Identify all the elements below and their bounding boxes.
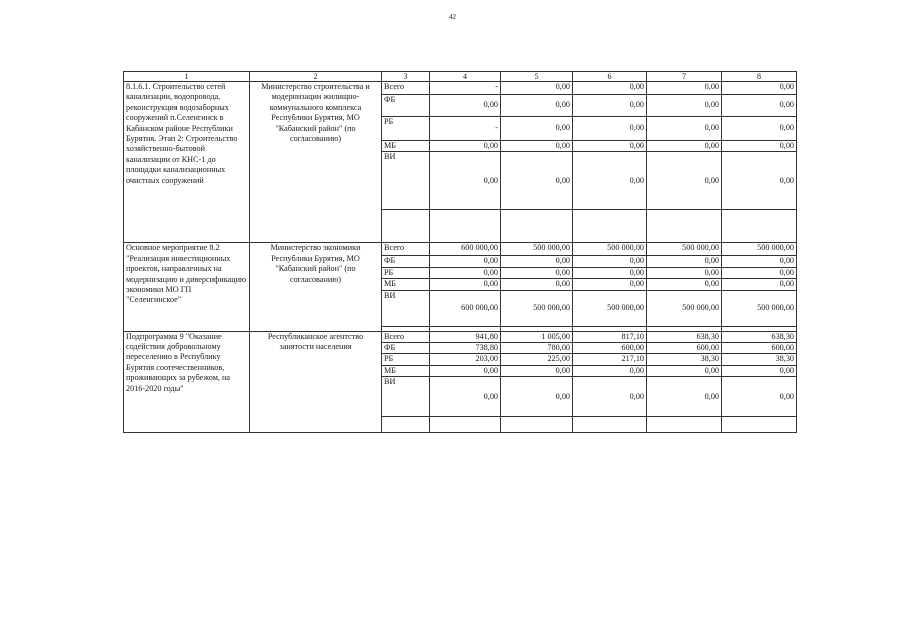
activity-description: Подпрограмма 9 "Оказание содействия добровольному переселению в Республику Бурятия соотечественников, проживающих за рубежом, на 2016-2020 годы" [124,331,250,433]
value-cell: - [430,117,501,141]
funding-source: МБ [382,279,430,290]
funding-source: РБ [382,354,430,365]
column-header: 5 [501,72,573,82]
value-cell: 0,00 [573,377,647,417]
value-cell: 0,00 [722,256,797,267]
column-header: 2 [250,72,382,82]
value-cell: 0,00 [430,152,501,210]
funding-source: ВИ [382,290,430,326]
column-header: 1 [124,72,250,82]
value-cell: 0,00 [722,152,797,210]
value-cell: 600 000,00 [430,243,501,256]
value-cell: 0,00 [573,152,647,210]
value-cell: 600 000,00 [430,290,501,326]
responsible-executor: Республиканское агентство занятости населения [250,331,382,433]
value-cell: 0,00 [501,365,573,376]
funding-source: РБ [382,117,430,141]
value-cell: 817,10 [573,331,647,342]
value-cell: 600,00 [647,343,722,354]
value-cell: 500 000,00 [501,290,573,326]
value-cell: 203,00 [430,354,501,365]
column-header-row [124,72,797,82]
responsible-executor: Министерство экономики Республики Бурятия, МО "Кабанский район" (по согласованию) [250,243,382,331]
value-cell: 0,00 [722,82,797,95]
table-row [124,82,797,95]
value-cell: 0,00 [573,267,647,278]
value-cell: 0,00 [430,365,501,376]
value-cell: 500 000,00 [722,290,797,326]
value-cell: 38,30 [722,354,797,365]
value-cell: 0,00 [722,95,797,117]
value-cell: 0,00 [647,117,722,141]
activity-description: 8.1.6.1. Строительство сетей канализации, водопровода, реконструкция водозаборных сооружений п.Селенгинск в Кабанском районе Республики Бурятия. Этап 2: Строительство хозяйственно-бытовой канализации от КНС-1 до площадки канализационных очистных сооружений [124,82,250,243]
value-cell: 0,00 [722,279,797,290]
funding-source: ФБ [382,343,430,354]
value-cell: 0,00 [647,377,722,417]
funding-source: Всего [382,331,430,342]
value-cell: 0,00 [430,256,501,267]
value-cell: 0,00 [722,141,797,152]
value-cell: 0,00 [647,82,722,95]
value-cell: 0,00 [722,267,797,278]
value-cell: 0,00 [501,141,573,152]
value-cell: 225,00 [501,354,573,365]
value-cell: 500 000,00 [573,290,647,326]
value-cell: 0,00 [430,95,501,117]
budget-table [123,71,797,433]
funding-source: МБ [382,141,430,152]
value-cell: 941,80 [430,331,501,342]
value-cell: - [430,82,501,95]
value-cell: 0,00 [647,95,722,117]
column-header: 6 [573,72,647,82]
responsible-executor: Министерство строительства и модернизации жилищно-коммунального комплекса Республики Бурятия, МО "Кабанский район" (по согласованию) [250,82,382,243]
value-cell: 0,00 [722,365,797,376]
value-cell: 0,00 [573,95,647,117]
value-cell: 0,00 [501,152,573,210]
value-cell: 780,00 [501,343,573,354]
value-cell: 0,00 [573,279,647,290]
value-cell: 638,30 [722,331,797,342]
value-cell: 0,00 [501,95,573,117]
funding-source: РБ [382,267,430,278]
value-cell: 0,00 [501,377,573,417]
value-cell: 0,00 [501,267,573,278]
value-cell: 217,10 [573,354,647,365]
value-cell: 0,00 [647,152,722,210]
value-cell: 638,30 [647,331,722,342]
value-cell: 500 000,00 [501,243,573,256]
column-header: 4 [430,72,501,82]
value-cell: 0,00 [573,82,647,95]
value-cell: 0,00 [647,256,722,267]
table-row [124,243,797,256]
column-header: 8 [722,72,797,82]
value-cell: 0,00 [430,267,501,278]
column-header: 7 [647,72,722,82]
value-cell: 0,00 [647,267,722,278]
value-cell: 0,00 [430,141,501,152]
value-cell: 0,00 [647,365,722,376]
value-cell: 600,00 [722,343,797,354]
value-cell: 38,30 [647,354,722,365]
value-cell: 0,00 [430,377,501,417]
value-cell: 0,00 [501,256,573,267]
value-cell: 500 000,00 [722,243,797,256]
value-cell: 0,00 [573,365,647,376]
value-cell: 0,00 [501,279,573,290]
value-cell: 0,00 [501,82,573,95]
value-cell: 0,00 [647,279,722,290]
value-cell: 0,00 [573,117,647,141]
value-cell: 0,00 [722,377,797,417]
funding-source: ФБ [382,95,430,117]
value-cell: 600,00 [573,343,647,354]
value-cell: 500 000,00 [647,290,722,326]
funding-source: ВИ [382,152,430,210]
value-cell: 0,00 [430,279,501,290]
value-cell: 0,00 [573,256,647,267]
column-header: 3 [382,72,430,82]
value-cell: 1 005,00 [501,331,573,342]
value-cell: 0,00 [647,141,722,152]
table-row [124,331,797,342]
value-cell: 500 000,00 [573,243,647,256]
value-cell: 0,00 [573,141,647,152]
value-cell: 738,80 [430,343,501,354]
funding-source: Всего [382,82,430,95]
value-cell: 0,00 [722,117,797,141]
page-number: 42 [449,13,456,21]
activity-description: Основное мероприятие 8.2 "Реализация инвестиционных проектов, направленных на модернизацию и диверсификацию экономики МО ГП "Селенгинское" [124,243,250,331]
value-cell: 500 000,00 [647,243,722,256]
funding-source: ВИ [382,377,430,417]
funding-source: Всего [382,243,430,256]
funding-source: ФБ [382,256,430,267]
value-cell: 0,00 [501,117,573,141]
funding-source: МБ [382,365,430,376]
